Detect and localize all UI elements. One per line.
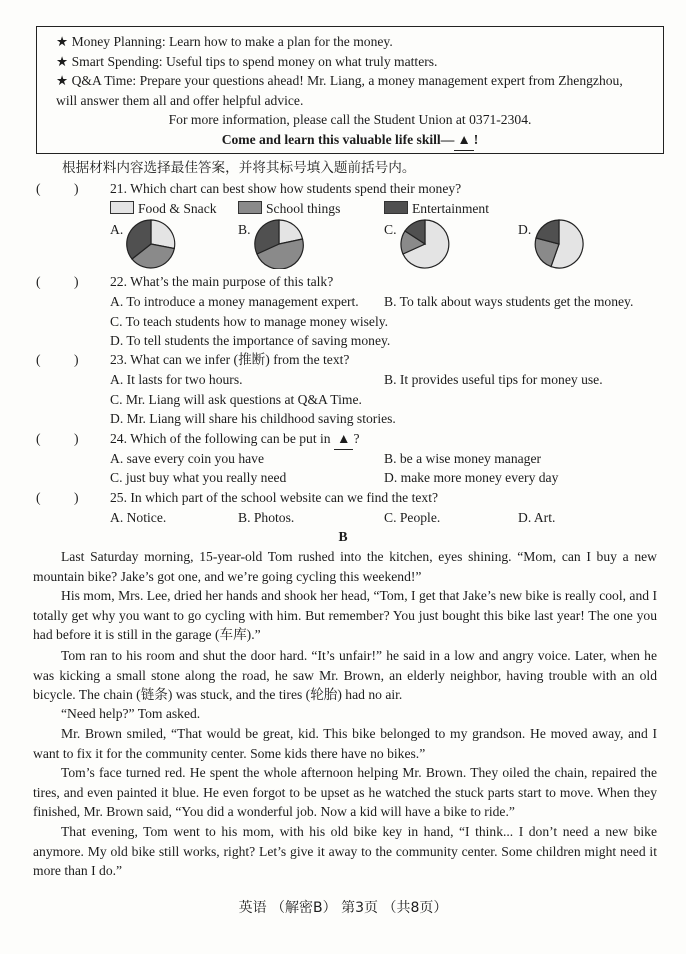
page-footer: 英语 （解密B） 第3页 （共8页）: [238, 900, 448, 916]
pie-chart-a: [126, 219, 176, 269]
pie-chart-c: [400, 219, 450, 269]
story-paragraph: [33, 586, 657, 645]
notice-item: ★ Q&A Time: Prepare your questions ahead! Mr. Liang, a money management expert from Zhengzhou,: [56, 73, 623, 89]
q24-stem-text: 24. Which of the following can be put in: [110, 431, 331, 446]
notice-contact: For more information, please call the Student Union at 0371-2304.: [168, 112, 532, 128]
paragraph-text: Tom’s face turned red. He spent the whole afternoon helping Mr. Brown. They oiled the chain, repaired the tires, and even painted it blue. He even forgot to be upset as he watched the stuck parts start to move. When they finished, Mr. Brown said, “You did a wonderful job. Now a kid will have a bike to ride.”: [33, 765, 657, 820]
notice-item: ★ Money Planning: Learn how to make a plan for the money.: [56, 34, 393, 49]
answer-paren-open: (: [36, 181, 41, 196]
q22-option-a: A. To introduce a money management expert.: [110, 294, 359, 309]
paragraph-text: Mr. Brown smiled, “That would be great, kid. This bike belonged to my grandson. He moved away, and I want to fix it for the community center. Some kids there have no bikes.”: [33, 726, 657, 761]
option-c-label: C.: [384, 222, 397, 237]
q23-option-c: C. Mr. Liang will ask questions at Q&A Time.: [110, 392, 362, 407]
answer-paren-close: ): [74, 490, 79, 505]
q22-option-d: D. To tell students the importance of saving money.: [110, 333, 391, 348]
q25-option-d: D. Art.: [518, 510, 556, 525]
notice-item: ★ Smart Spending: Useful tips to spend money on what truly matters.: [56, 53, 438, 69]
story-paragraph: [33, 547, 657, 586]
paragraph-text: His mom, Mrs. Lee, dried her hands and shook her head, “Tom, I get that Jake’s new bike is really cool, and I totally get why you want to go cycling with him. But remember? You just bought this bike last year! The one you had before it is still in the garage (车库).”: [33, 588, 657, 643]
story-paragraph: [33, 704, 657, 724]
notice-box: [36, 26, 664, 154]
answer-paren-close: ): [74, 181, 79, 196]
paragraph-text: Last Saturday morning, 15-year-old Tom rushed into the kitchen, eyes shining. “Mom, can I buy a new mountain bike? Jake’s got one, and we’re going cycling this weekend!”: [33, 549, 657, 584]
q22-option-c: C. To teach students how to manage money wisely.: [110, 314, 389, 329]
legend-school: [238, 199, 340, 219]
q25-option-a: A. Notice.: [110, 510, 167, 525]
answer-paren-close: ): [74, 352, 79, 367]
legend-food: [110, 199, 217, 219]
closing-blank: ▲: [454, 130, 473, 151]
instruction: 根据材料内容选择最佳答案，并将其标号填入题前括号内。: [62, 160, 416, 175]
q21-stem: 21. Which chart can best show how students spend their money?: [110, 181, 462, 196]
q24-stem: [110, 429, 360, 450]
q23-stem: 23. What can we infer (推断) from the text?: [110, 352, 350, 367]
answer-paren-close: ): [74, 274, 79, 289]
option-d-label: D.: [518, 222, 532, 237]
q24-option-a: A. save every coin you have: [110, 451, 265, 466]
pie-chart-d: [534, 219, 584, 269]
q25-option-c: C. People.: [384, 510, 441, 525]
option-b-label: B.: [238, 222, 251, 237]
answer-paren-open: (: [36, 490, 41, 505]
paragraph-text: “Need help?” Tom asked.: [61, 706, 201, 721]
notice-closing: [56, 130, 663, 151]
q24-option-b: B. be a wise money manager: [384, 451, 542, 466]
legend-label: Entertainment: [412, 201, 490, 216]
q23-option-a: A. It lasts for two hours.: [110, 372, 243, 387]
legend-swatch-entertainment: [384, 201, 408, 214]
notice-item-continued: will answer them all and offer helpful advice.: [56, 92, 304, 108]
paragraph-text: That evening, Tom went to his mom, with his old bike key in hand, “I think... I don’t need a new bike anymore. My old bike still works, right? Let’s give it away to the community center. Some children might need it more than I do.”: [33, 824, 657, 879]
answer-paren-close: ): [74, 431, 79, 446]
legend-entertainment: [384, 199, 489, 219]
q22-option-b: B. To talk about ways students get the money.: [384, 294, 634, 309]
answer-paren-open: (: [36, 274, 41, 289]
closing-end: !: [473, 131, 479, 147]
story-paragraph: [33, 763, 657, 822]
q24-stem-end: ?: [353, 431, 360, 446]
answer-paren-open: (: [36, 352, 41, 367]
legend-swatch-school: [238, 201, 262, 214]
section-heading: B: [338, 529, 348, 544]
pie-chart-b: [254, 219, 304, 269]
q22-stem: 22. What’s the main purpose of this talk?: [110, 274, 334, 289]
q23-option-b: B. It provides useful tips for money use.: [384, 372, 603, 387]
story-paragraph: [33, 724, 657, 763]
q24-option-d: D. make more money every day: [384, 470, 559, 485]
legend-swatch-food: [110, 201, 134, 214]
option-a-label: A.: [110, 222, 124, 237]
legend-label: Food & Snack: [138, 201, 217, 216]
story-paragraph: [33, 822, 657, 881]
q25-option-b: B. Photos.: [238, 510, 295, 525]
legend-label: School things: [266, 201, 341, 216]
paragraph-text: Tom ran to his room and shut the door hard. “It’s unfair!” he said in a low and angry voice. Later, when he was kicking a small stone along the road, he saw Mr. Brown, an elderly neighbor, having trouble with an old bicycle. The chain (链条) was stuck, and the tires (轮胎) had no air.: [33, 648, 657, 703]
story-paragraph: [33, 646, 657, 705]
q23-option-d: D. Mr. Liang will share his childhood saving stories.: [110, 411, 396, 426]
q24-option-c: C. just buy what you really need: [110, 470, 287, 485]
q24-blank: ▲: [334, 429, 353, 450]
answer-paren-open: (: [36, 431, 41, 446]
q25-stem: 25. In which part of the school website can we find the text?: [110, 490, 439, 505]
closing-text: Come and learn this valuable life skill—: [221, 131, 455, 147]
